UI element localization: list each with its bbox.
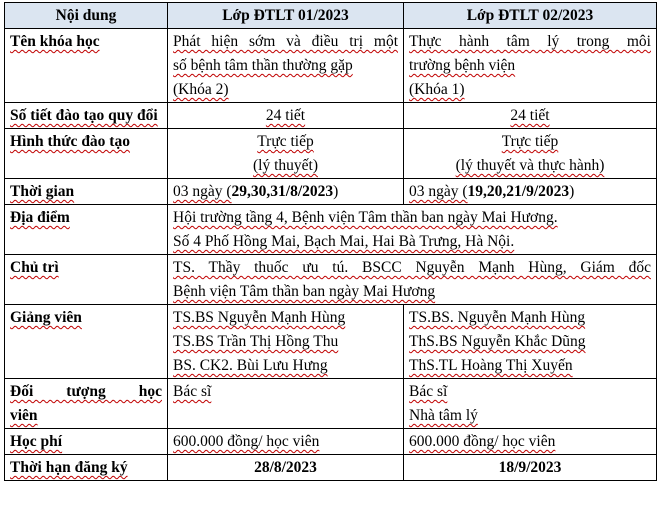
chair-value: TS. Thầy thuốc ưu tú. BSCC Nguyễn Mạnh Hùng, Giám đốc Bệnh viện Tâm thần ban ngày Mai Hương <box>168 255 657 305</box>
class1-fee: 600.000 đồng/ học viên <box>168 429 404 455</box>
header-class-2: Lớp ĐTLT 02/2023 <box>404 3 657 29</box>
label-deadline: Thời hạn đăng ký <box>5 455 168 481</box>
class1-deadline: 28/8/2023 <box>168 455 404 481</box>
class1-audience: Bác sĩ <box>168 379 404 429</box>
course-info-table <box>4 2 657 481</box>
row-lecturers <box>5 305 657 379</box>
label-chair: Chủ trì <box>5 255 168 305</box>
row-course-name <box>5 29 657 103</box>
class2-lecturers: TS.BS. Nguyễn Mạnh Hùng ThS.BS Nguyễn Khắc Dũng ThS.TL Hoàng Thị Xuyến <box>404 305 657 379</box>
label-course-name: Tên khóa học <box>5 29 168 103</box>
label-credits: Số tiết đào tạo quy đổi <box>5 103 168 129</box>
row-audience <box>5 379 657 429</box>
venue-value: Hội trường tầng 4, Bệnh viện Tâm thần ban ngày Mai Hương. Số 4 Phố Hồng Mai, Bạch Mai, Hai Bà Trưng, Hà Nội. <box>168 205 657 255</box>
row-deadline <box>5 455 657 481</box>
label-fee: Học phí <box>5 429 168 455</box>
header-class-1: Lớp ĐTLT 01/2023 <box>168 3 404 29</box>
class1-time: 03 ngày (29,30,31/8/2023) <box>168 179 404 205</box>
row-fee <box>5 429 657 455</box>
row-time <box>5 179 657 205</box>
row-venue <box>5 205 657 255</box>
label-audience: Đối tượng học viên <box>5 379 168 429</box>
row-credits <box>5 103 657 129</box>
class1-format: Trực tiếp (lý thuyết) <box>168 129 404 179</box>
class1-course-name: Phát hiện sớm và điều trị một số bệnh tâm thần thường gặp (Khóa 2) <box>168 29 404 103</box>
label-format: Hình thức đào tạo <box>5 129 168 179</box>
row-format <box>5 129 657 179</box>
class2-credits: 24 tiết <box>404 103 657 129</box>
label-time: Thời gian <box>5 179 168 205</box>
label-lecturers: Giảng viên <box>5 305 168 379</box>
row-chair <box>5 255 657 305</box>
class2-time: 03 ngày (19,20,21/9/2023) <box>404 179 657 205</box>
class2-course-name: Thực hành tâm lý trong môi trường bệnh viện (Khóa 1) <box>404 29 657 103</box>
class1-credits: 24 tiết <box>168 103 404 129</box>
class2-format: Trực tiếp (lý thuyết và thực hành) <box>404 129 657 179</box>
table-header-row <box>5 3 657 29</box>
class2-fee: 600.000 đồng/ học viên <box>404 429 657 455</box>
header-content: Nội dung <box>5 3 168 29</box>
class2-deadline: 18/9/2023 <box>404 455 657 481</box>
class1-lecturers: TS.BS Nguyễn Mạnh Hùng TS.BS Trần Thị Hồng Thu BS. CK2. Bùi Lưu Hưng <box>168 305 404 379</box>
label-venue: Địa điểm <box>5 205 168 255</box>
class2-audience: Bác sĩ Nhà tâm lý <box>404 379 657 429</box>
